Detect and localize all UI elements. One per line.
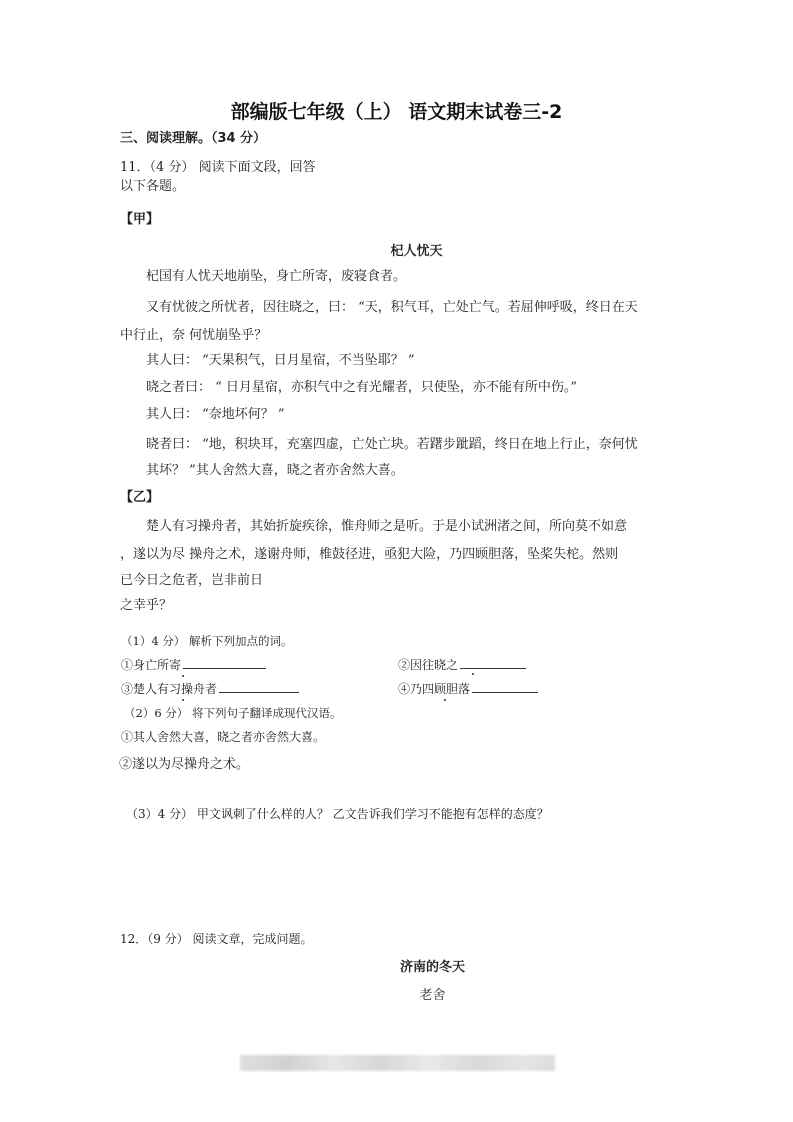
passage-jia-paragraph: 晓之者曰： “ 日月星宿，亦积气中之有光耀者，只使坠，亦不能有所中伤。”: [146, 380, 578, 395]
passage-jia-paragraph: 其坏？ ”其人舍然大喜，晓之者亦舍然大喜。: [146, 463, 404, 478]
subquestion-1-item-a: [121, 656, 266, 673]
subquestion-2-item-b: ②遂以为尽操舟之术。: [119, 757, 250, 772]
passage-jia-paragraph: 晓者曰： “地，积块耳，充塞四虚，亡处亡块。若躇步跐蹈，终日在地上行止，奈何忧: [146, 437, 638, 452]
subquestion-1-header: （1）4 分） 解析下列加点的词。: [121, 634, 293, 648]
article-author: 老舍: [419, 988, 446, 1003]
subquestion-2-header: （2）6 分） 将下列句子翻译成现代汉语。: [124, 706, 342, 720]
passage-yi-paragraph: 之幸乎？: [120, 598, 173, 613]
emphasis-dot: [182, 675, 184, 677]
blurred-footer-watermark: [240, 1055, 555, 1071]
question-11-intro-cont: 以下各题。: [120, 179, 186, 194]
subquestion-1-item-c: [121, 680, 299, 697]
page-title: 部编版七年级（上） 语文期末试卷三-2: [230, 101, 563, 123]
passage-yi-paragraph: ，遂以为尽 操舟之术，遂谢舟师，椎鼓径进，亟犯大险，乃四顾胆落，坠桨失柁。然则: [120, 547, 619, 562]
emphasis-dot: [444, 699, 446, 701]
question-12-intro: 12．（9 分） 阅读文章，完成问题。: [120, 932, 313, 946]
subquestion-3: （3）4 分） 甲文讽刺了什么样的人？ 乙文告诉我们学习不能抱有怎样的态度？: [126, 807, 549, 821]
item-text: ④乃四顾胆落: [398, 682, 471, 696]
subquestion-2-item-a: ①其人舍然大喜，晓之者亦舍然大喜。: [121, 730, 326, 744]
passage-jia-paragraph: 中行止，奈 何忧崩坠乎？: [120, 328, 268, 343]
article-title: 济南的冬天: [399, 960, 465, 975]
passage-yi-paragraph: 已今日之危者，岂非前日: [120, 573, 264, 588]
item-text: ①身亡所寄: [121, 658, 182, 672]
passage-jia-paragraph: 杞国有人忧天地崩坠，身亡所寄，废寝食者。: [146, 269, 407, 284]
passage-jia-title: 杞人忧天: [390, 244, 443, 259]
answer-blank[interactable]: [183, 656, 266, 669]
passage-jia-paragraph: 其人曰： “天果积气，日月星宿，不当坠耶？ ”: [146, 353, 415, 368]
subquestion-1-item-b: [398, 656, 526, 673]
passage-yi-paragraph: 楚人有习操舟者，其始折旋疾徐，惟舟师之是听。于是小试洲渚之间，所向莫不如意: [146, 519, 628, 534]
answer-blank[interactable]: [460, 656, 526, 669]
passage-yi-label: 【乙】: [120, 490, 160, 505]
subquestion-1-item-d: [398, 680, 538, 697]
question-11-intro: 11．（4 分） 阅读下面文段，回答: [120, 160, 316, 175]
answer-blank[interactable]: [472, 680, 538, 693]
item-text: ③楚人有习操舟者: [121, 682, 218, 696]
passage-jia-paragraph: 又有忧彼之所忧者，因往晓之，曰： “天，积气耳，亡处亡气。若屈伸呼吸，终日在天: [146, 300, 638, 315]
answer-blank[interactable]: [219, 680, 299, 693]
section-heading: 三、阅读理解。（34 分）: [120, 131, 267, 146]
passage-jia-label: 【甲】: [120, 212, 160, 227]
emphasis-dot: [472, 673, 474, 675]
item-text: ②因往晓之: [398, 658, 459, 672]
passage-jia-paragraph: 其人曰： “奈地坏何？ ”: [146, 407, 285, 422]
emphasis-dot: [182, 699, 184, 701]
